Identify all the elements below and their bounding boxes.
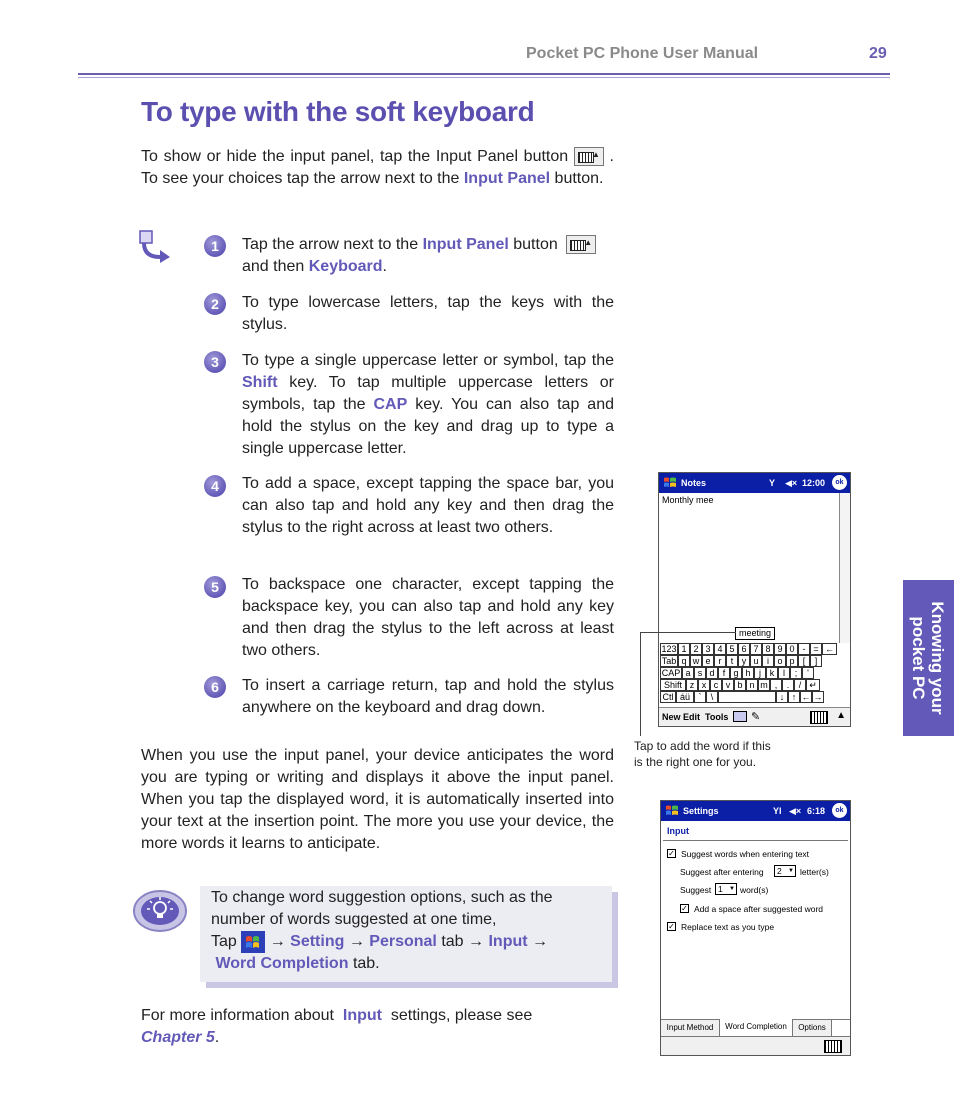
start-menu-icon[interactable] — [662, 475, 678, 491]
keyboard-key[interactable]: b — [734, 679, 746, 691]
step-4-text: To add a space, except tapping the space bar, you can also tap and hold any key and then drag the stylus to the right across at least two others. — [242, 475, 614, 536]
keyboard-key[interactable]: → — [813, 692, 823, 702]
recorder-icon[interactable] — [733, 711, 747, 722]
keyboard-key[interactable]: c — [710, 679, 722, 691]
words-label: word(s) — [740, 885, 769, 895]
keyboard-key[interactable]: 9 — [774, 643, 786, 655]
tab-input-method[interactable]: Input Method — [661, 1020, 720, 1036]
tip-arrow-4: → — [532, 933, 549, 951]
word-completion-settings-screenshot — [660, 800, 851, 1056]
signal-icon: Υ — [769, 478, 776, 488]
tip-arrow-1: → — [269, 933, 286, 951]
anticipation-paragraph: When you use the input panel, your device anticipates the word you are typing or writing and displays it above the input panel. When you tap the displayed word, it is automatically inserted into your text at the insertion point. The more you use your device, the more words it learns to anticipate. — [141, 747, 614, 852]
keyboard-key[interactable]: e — [702, 655, 714, 667]
tip-personal: Personal — [369, 933, 437, 951]
letters-dropdown[interactable] — [774, 865, 796, 877]
callout-leader-vertical — [640, 632, 641, 736]
settings-section-title: Input — [667, 826, 689, 836]
keyboard-key[interactable]: w — [690, 655, 702, 667]
word-suggestion-box[interactable]: meeting — [735, 627, 775, 640]
keyboard-key[interactable]: q — [678, 655, 690, 667]
step-1-keyboard: Keyboard — [308, 258, 383, 275]
keyboard-key[interactable]: o — [774, 655, 786, 667]
intro-text-2: . To see your choices tap the arrow next to the — [141, 148, 614, 187]
menu-tools[interactable]: Tools — [705, 712, 729, 722]
step-1-badge: 1 — [204, 235, 226, 257]
tip-arrow-3: → — [468, 933, 485, 951]
step-2-text: To type lowercase letters, tap the keys with the stylus. — [242, 294, 614, 333]
keyboard-key[interactable]: ↑ — [788, 691, 800, 703]
keyboard-key[interactable]: ` — [694, 691, 706, 703]
soft-keyboard — [659, 643, 850, 705]
notes-menu-bar — [659, 707, 850, 726]
screenshot-caption: Tap to add the word if this is the right one for you. — [634, 739, 771, 769]
header-rule — [78, 73, 890, 75]
chapter-side-tab — [903, 580, 954, 736]
footer-e: . — [214, 1029, 220, 1046]
keyboard-key[interactable]: ] — [810, 655, 822, 667]
tip-setting: Setting — [290, 933, 345, 951]
keyboard-key[interactable]: x — [698, 679, 710, 691]
keyboard-key[interactable]: - — [798, 643, 810, 655]
keyboard-key-space[interactable] — [718, 691, 776, 703]
keyboard-key[interactable]: l — [778, 667, 790, 679]
replace-text-checkbox[interactable]: ✓ — [668, 922, 675, 931]
input-panel-button-icon: ▲ — [566, 235, 596, 254]
step-1-input-panel: Input Panel — [422, 236, 509, 253]
header-rule-thin — [78, 77, 890, 78]
keyboard-key[interactable]: Tab — [661, 656, 677, 666]
keyboard-key[interactable]: , — [770, 679, 782, 691]
add-space-label: Add a space after suggested word — [694, 904, 823, 914]
keyboard-key[interactable]: j — [754, 667, 766, 679]
keyboard-key[interactable]: 5 — [726, 643, 738, 655]
replace-text-label: Replace text as you type — [681, 922, 775, 932]
keyboard-key[interactable]: m — [758, 679, 770, 691]
keyboard-key[interactable]: ← — [801, 692, 811, 702]
keyboard-key[interactable]: \ — [706, 691, 718, 703]
keyboard-key[interactable]: áü — [676, 691, 694, 703]
notes-title: Notes — [681, 478, 707, 488]
step-1-a: Tap the arrow next to the — [242, 236, 419, 253]
keyboard-key[interactable]: s — [694, 667, 706, 679]
step-3-c: key. To tap multiple uppercase letters or symbols, tap the — [242, 374, 614, 413]
step-4-badge: 4 — [204, 475, 226, 497]
keyboard-key[interactable]: z — [686, 679, 698, 691]
intro-paragraph — [141, 146, 614, 190]
footer-c: settings, please see — [390, 1007, 533, 1024]
tip-text — [211, 887, 607, 975]
keyboard-key[interactable]: 3 — [702, 643, 714, 655]
keyboard-key[interactable]: ' — [802, 667, 814, 679]
step-3-shift: Shift — [242, 374, 278, 391]
suggest-count-label: Suggest — [680, 885, 712, 895]
menu-edit[interactable]: Edit — [683, 712, 700, 722]
keyboard-key[interactable]: r — [714, 655, 726, 667]
note-text: Monthly mee — [662, 495, 714, 505]
pen-icon[interactable]: ✎ — [751, 711, 761, 723]
keyboard-key[interactable]: ↵ — [806, 679, 820, 691]
keyboard-key[interactable]: h — [742, 667, 754, 679]
menu-new[interactable]: New — [662, 712, 681, 722]
step-3-badge: 3 — [204, 351, 226, 373]
input-panel-keyboard-icon[interactable] — [810, 711, 828, 724]
tip-line-1: To change word suggestion options, such as the number of words suggested at one time, — [211, 889, 553, 928]
step-1-d: and then — [242, 258, 305, 275]
keyboard-key[interactable]: ; — [790, 667, 802, 679]
keyboard-key[interactable]: = — [810, 643, 822, 655]
tip-word-completion: Word Completion — [215, 955, 349, 973]
step-3-e: key. You can also tap and hold the stylus on the key and drag up to type a single uppercase letter. — [242, 396, 614, 457]
speaker-icon: ◀× — [785, 478, 798, 488]
keyboard-key[interactable]: k — [766, 667, 778, 679]
keyboard-key[interactable]: Shift — [660, 679, 686, 691]
footer-input: Input — [342, 1007, 382, 1024]
intro-text-1: To show or hide the input panel, tap the Input Panel button — [141, 148, 569, 165]
settings-title-bar — [661, 801, 850, 821]
lightbulb-tip-icon — [132, 887, 188, 935]
side-tab-line-1: Knowing your — [928, 601, 947, 715]
ok-button[interactable]: ok — [832, 803, 847, 818]
page-number: 29 — [869, 45, 887, 62]
keyboard-key[interactable]: n — [746, 679, 758, 691]
tip-tap: Tap — [211, 933, 237, 951]
side-tab-label — [909, 601, 947, 714]
step-1-c: button — [513, 236, 558, 253]
footer-chapter-link[interactable]: Chapter 5 — [141, 1029, 215, 1046]
add-space-checkbox[interactable]: ✓ — [681, 904, 688, 913]
letters-dropdown-value: 2 — [777, 866, 782, 876]
step-3-text — [242, 350, 614, 460]
footer-paragraph — [141, 1005, 614, 1049]
words-dropdown-value: 1 — [718, 884, 723, 894]
suggest-words-label: Suggest words when entering text — [681, 849, 810, 859]
step-2-badge: 2 — [204, 293, 226, 315]
step-5-badge: 5 — [204, 576, 226, 598]
tip-tab-end: tab. — [352, 955, 380, 973]
keyboard-key[interactable]: 2 — [690, 643, 702, 655]
keyboard-key[interactable]: 4 — [714, 643, 726, 655]
input-panel-keyboard-icon[interactable] — [824, 1040, 842, 1053]
keyboard-key[interactable]: i — [762, 655, 774, 667]
step-3-a: To type a single uppercase letter or symbol, tap the — [242, 352, 614, 369]
keyboard-key[interactable]: 123 — [661, 644, 677, 654]
keyboard-key[interactable]: 0 — [786, 643, 798, 655]
signal-icon: Υl — [773, 806, 782, 816]
clock-time: 6:18 — [807, 806, 826, 816]
ok-button[interactable]: ok — [832, 475, 847, 490]
clock-time: 12:00 — [802, 478, 826, 488]
keyboard-key[interactable]: y — [738, 655, 750, 667]
words-dropdown[interactable] — [715, 883, 737, 895]
speaker-icon: ◀× — [789, 806, 802, 816]
footer-a: For more information about — [141, 1007, 334, 1024]
keyboard-key[interactable]: p — [786, 655, 798, 667]
suggest-words-checkbox[interactable]: ✓ — [668, 849, 675, 858]
side-tab-line-2: pocket PC — [909, 616, 928, 700]
step-3-cap: CAP — [373, 396, 408, 413]
keyboard-key[interactable]: [ — [798, 655, 810, 667]
running-header-title: Pocket PC Phone User Manual — [526, 45, 759, 62]
keyboard-key[interactable]: a — [682, 667, 694, 679]
tip-arrow-2: → — [348, 933, 365, 951]
keyboard-key[interactable]: 1 — [678, 643, 690, 655]
settings-menu-bar — [661, 1036, 850, 1055]
callout-leader-horizontal — [640, 632, 736, 633]
tip-input: Input — [488, 933, 528, 951]
intro-link-input-panel: Input Panel — [463, 170, 551, 187]
settings-tabs — [661, 1019, 850, 1036]
input-panel-arrow-icon[interactable]: ▲ — [836, 710, 846, 721]
chevron-down-icon: ▼ — [729, 886, 735, 892]
keyboard-key[interactable]: CAP — [661, 668, 681, 678]
input-panel-button-icon: ▲ — [574, 147, 604, 166]
notes-scrollbar[interactable] — [839, 493, 850, 643]
tab-options[interactable]: Options — [793, 1020, 832, 1036]
keyboard-key[interactable]: ↓ — [776, 691, 788, 703]
settings-title: Settings — [683, 806, 719, 816]
keyboard-key[interactable]: . — [782, 679, 794, 691]
keyboard-key[interactable]: Ctl — [660, 691, 676, 703]
keyboard-key[interactable]: u — [750, 655, 762, 667]
step-5-text: To backspace one character, except tapping the backspace key, you can also tap and hold any key and then drag the stylus to the left across at least two others. — [242, 576, 614, 659]
settings-divider — [663, 840, 848, 841]
keyboard-key[interactable]: 7 — [750, 643, 762, 655]
keyboard-key[interactable]: t — [726, 655, 738, 667]
start-menu-icon — [241, 931, 265, 953]
step-6-text: To insert a carriage return, tap and hold the stylus anywhere on the keyboard and drag down. — [242, 677, 614, 716]
notes-keyboard-screenshot — [658, 472, 851, 727]
keyboard-key[interactable]: ← — [822, 643, 837, 655]
section-title: To type with the soft keyboard — [141, 96, 535, 127]
letters-label: letter(s) — [800, 867, 829, 877]
step-1-text — [242, 234, 614, 278]
keyboard-key[interactable]: / — [794, 679, 806, 691]
tab-word-completion[interactable]: Word Completion — [720, 1019, 793, 1036]
keyboard-key[interactable]: v — [722, 679, 734, 691]
suggest-after-label: Suggest after entering — [680, 867, 764, 877]
step-6-badge: 6 — [204, 676, 226, 698]
notes-title-bar — [659, 473, 850, 493]
procedure-arrow-icon — [138, 229, 174, 263]
keyboard-key[interactable]: g — [730, 667, 742, 679]
keyboard-key[interactable]: 8 — [762, 643, 774, 655]
tip-tab-word: tab — [441, 933, 464, 951]
intro-text-3: button. — [554, 170, 604, 187]
chevron-down-icon: ▼ — [788, 868, 794, 874]
keyboard-key[interactable]: 6 — [738, 643, 750, 655]
keyboard-key[interactable]: f — [718, 667, 730, 679]
start-menu-icon[interactable] — [664, 803, 680, 819]
keyboard-key[interactable]: d — [706, 667, 718, 679]
step-1-f: . — [382, 258, 387, 275]
